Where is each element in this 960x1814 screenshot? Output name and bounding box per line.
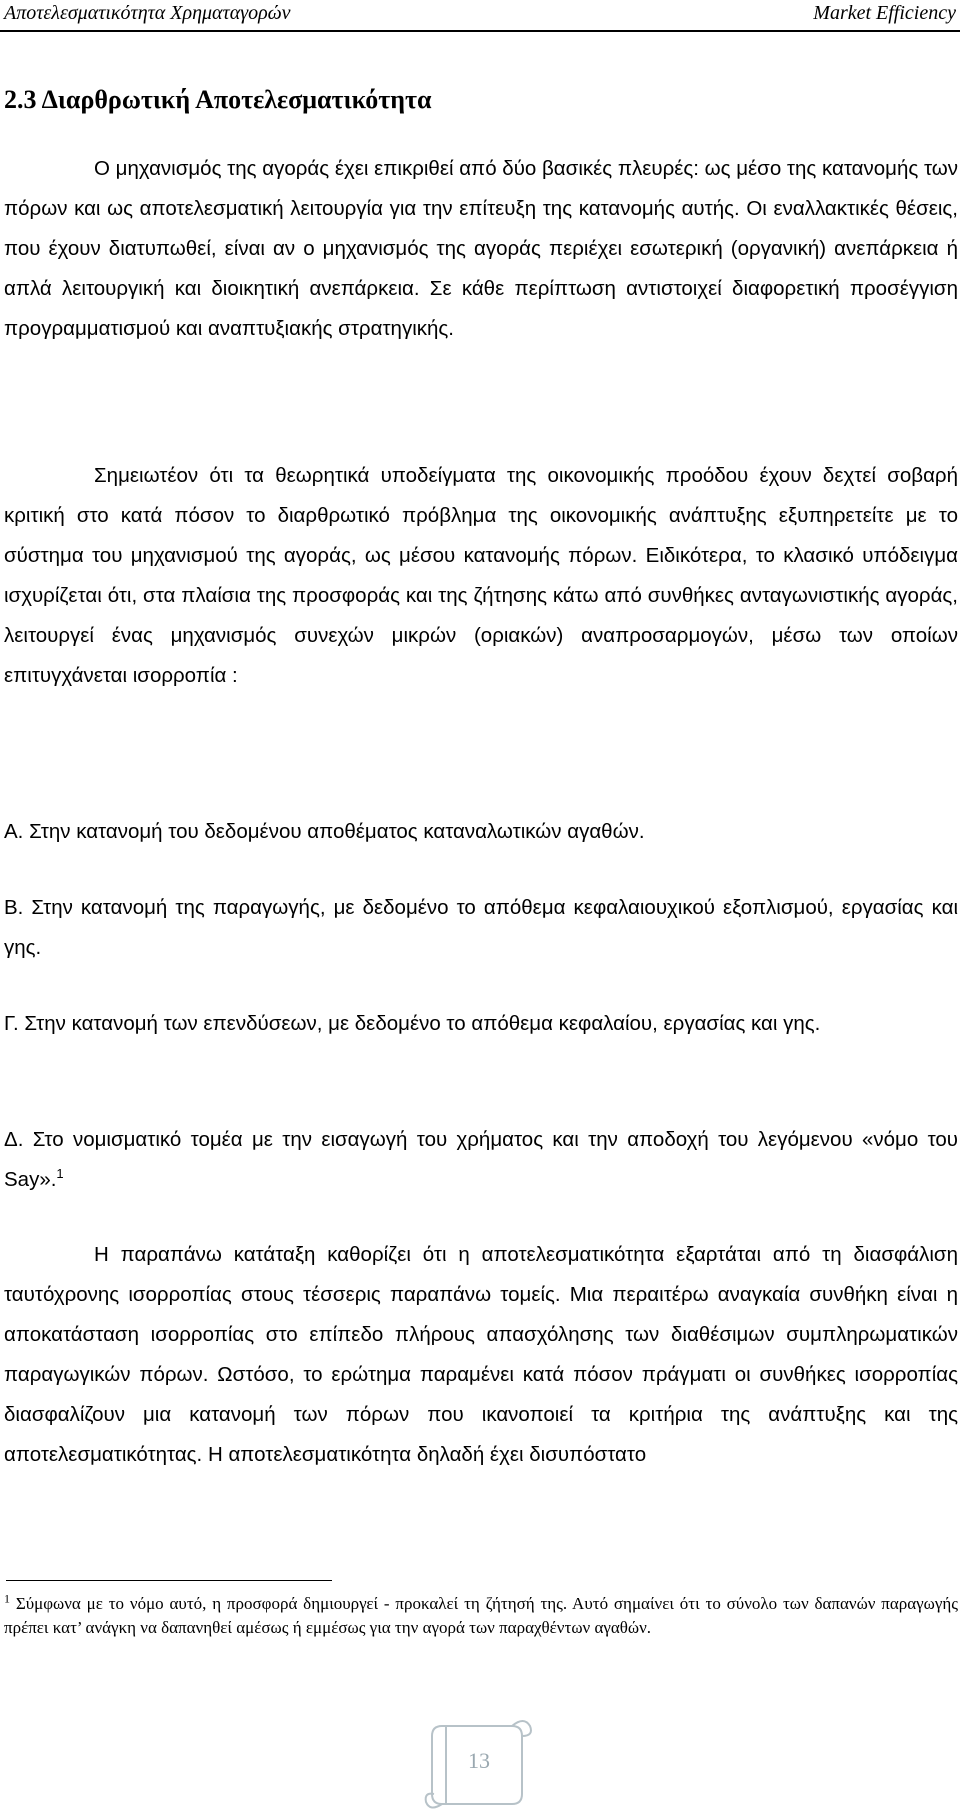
list-item-d [4, 1120, 958, 1200]
list-item-c: Γ. Στην κατανομή των επενδύσεων, με δεδομένο το απόθεμα κεφαλαίου, εργασίας και γης. [4, 1012, 821, 1035]
footnote-separator [6, 1580, 332, 1581]
header-left-title: Αποτελεσματικότητα Χρηματαγορών [4, 2, 291, 24]
list-item-a: Α. Στην κατανομή του δεδομένου αποθέματος καταναλωτικών αγαθών. [4, 820, 645, 843]
section-heading: 2.3 Διαρθρωτική Αποτελεσματικότητα [4, 85, 432, 114]
page-number-scroll [412, 1712, 546, 1812]
list-item-d-text: Δ. Στο νομισματικό τομέα με την εισαγωγή του χρήματος και την αποδοχή του λεγόμενου «νόμο του Say». [4, 1128, 958, 1191]
footnote-marker: 1 [4, 1591, 10, 1606]
footnote [4, 1592, 958, 1640]
paragraph-3: Η παραπάνω κατάταξη καθορίζει ότι η αποτελεσματικότητα εξαρτάται από τη διασφάλιση ταυτόχρονης ισορροπίας στους τέσσερις παραπάνω τομείς. Μια περαιτέρω αναγκαία συνθήκη είναι η αποκατάσταση ισορροπίας στο επίπεδο πλήρους απασχόλησης των διαθέσιμων συμπληρωματικών παραγωγικών πόρων. Ωστόσο, το ερώτημα παραμένει κατά πόσον πράγματι οι συνθήκες ισορροπίας διασφαλίζουν μια κατανομή των πόρων που ικανοποιεί τα κριτήρια της ανάπτυξης και της αποτελεσματικότητας. Η αποτελεσματικότητα δηλαδή έχει δισυπόστατο [4, 1243, 958, 1466]
header-rule [0, 30, 960, 32]
paragraph-2: Σημειωτέον ότι τα θεωρητικά υποδείγματα της οικονομικής προόδου έχουν δεχτεί σοβαρή κριτική στο κατά πόσον το διαρθρωτικό πρόβλημα της οικονομικής ανάπτυξης εξυπηρετείτε με το σύστημα του μηχανισμού της αγοράς, ως μέσου κατανομής πόρων. Ειδικότερα, το κλασικό υπόδειγμα ισχυρίζεται ότι, στα πλαίσια της προσφοράς και της ζήτησης κάτω από συνθήκες ανταγωνιστικής αγοράς, λειτουργεί ένας μηχανισμός συνεχών μικρών (οριακών) αναπροσαρμογών, μέσω των οποίων επιτυγχάνεται ισορροπία : [4, 464, 958, 687]
footnote-text: Σύμφωνα με το νόμο αυτό, η προσφορά δημιουργεί - προκαλεί τη ζήτησή της. Αυτό σημαίνει ότι το σύνολο των δαπανών παραγωγής πρέπει κατ’ ανάγκη να δαπανηθεί αμέσως ή εμμέσως για την αγορά των παραχθέντων αγαθών. [4, 1594, 958, 1637]
footnote-reference[interactable]: 1 [56, 1166, 64, 1182]
header-right-title: Market Efficiency [813, 2, 956, 24]
list-item-b: Β. Στην κατανομή της παραγωγής, με δεδομένο το απόθεμα κεφαλαιουχικού εξοπλισμού, εργασίας και γης. [4, 896, 958, 959]
paragraph-1: Ο μηχανισμός της αγοράς έχει επικριθεί από δύο βασικές πλευρές: ως μέσο της κατανομής των πόρων και ως αποτελεσματική λειτουργία για την επίτευξη της κατανομής αυτής. Οι εναλλακτικές θέσεις, που έχουν διατυπωθεί, είναι αν ο μηχανισμός της αγοράς περιέχει εσωτερική (οργανική) ανεπάρκεια ή απλά λειτουργική και διοικητική ανεπάρκεια. Σε κάθε περίπτωση αντιστοιχεί διαφορετική προσέγγιση προγραμματισμού και αναπτυξιακής στρατηγικής. [4, 157, 959, 340]
page-number: 13 [468, 1748, 490, 1773]
running-header [0, 0, 960, 34]
